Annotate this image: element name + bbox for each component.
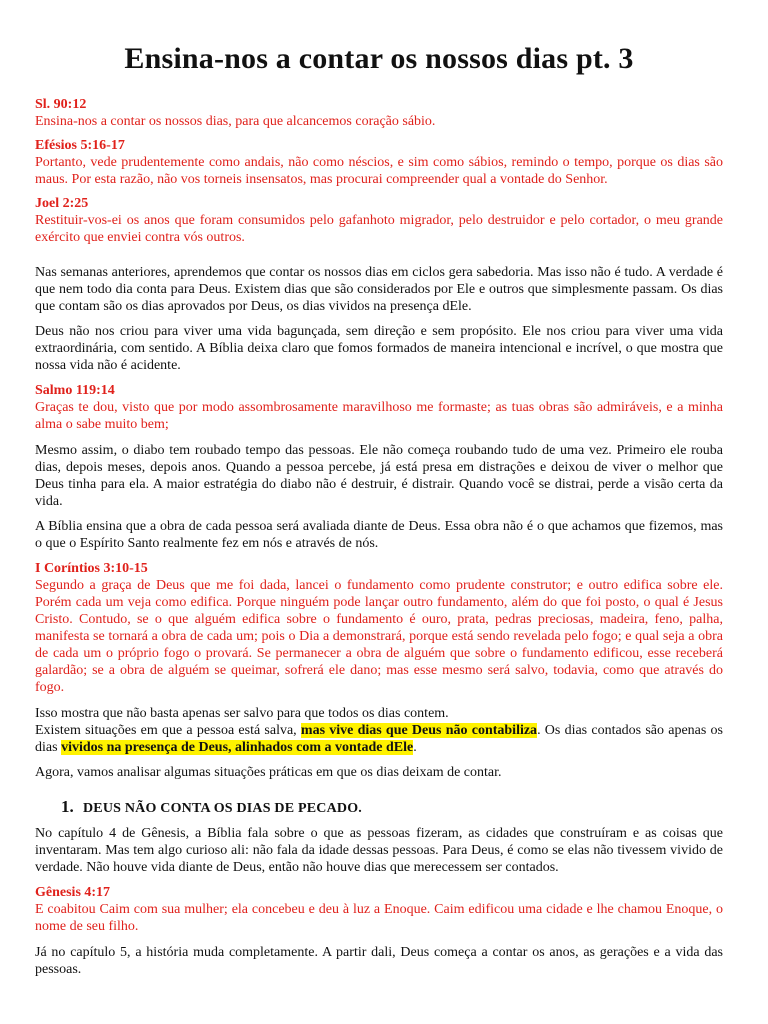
body-paragraph: Agora, vamos analisar algumas situações práticas em que os dias deixam de contar. xyxy=(35,765,502,780)
scripture-block xyxy=(35,195,723,246)
body-paragraph: A Bíblia ensina que a obra de cada pessoa será avaliada diante de Deus. Essa obra não é o que achamos que fizemos, mas o que o Espírito Santo realmente fez em nós e através de nós. xyxy=(35,519,723,551)
body-paragraph: Mesmo assim, o diabo tem roubado tempo das pessoas. Ele não começa roubando tudo de uma vez. Primeiro ele rouba dias, depois meses, depois anos. Quando a pessoa percebe, já está presa em distrações e deixou de viver o melhor que Deus tinha para ela. A maior estratégia do diabo não é destruir, é distrair. Quando você se distrai, perde a visão certa da vida. xyxy=(35,443,723,509)
section-number: 1. xyxy=(61,797,74,816)
body-paragraph: Já no capítulo 5, a história muda completamente. A partir dali, Deus começa a contar os anos, as gerações e a vida das pessoas. xyxy=(35,945,723,977)
highlighted-text: vividos na presença de Deus, alinhados com a vontade dEle xyxy=(61,740,414,755)
scripture-text: Ensina-nos a contar os nossos dias, para que alcancemos coração sábio. xyxy=(35,114,436,129)
section-heading xyxy=(61,797,723,817)
body-paragraph: Deus não nos criou para viver uma vida bagunçada, sem direção e sem propósito. Ele nos criou para viver uma vida extraordinária, com sentido. A Bíblia deixa claro que fomos formados de maneira intencional e incrível, o que mostra que nossa vida não é acidente. xyxy=(35,324,723,373)
section-title: DEUS NÃO CONTA OS DIAS DE PECADO. xyxy=(83,801,362,816)
body-paragraph: No capítulo 4 de Gênesis, a Bíblia fala sobre o que as pessoas fizeram, as cidades que construíram e as coisas que inventaram. Mas tem algo curioso ali: não fala da idade dessas pessoas. Para Deus, é como se elas não tivessem vivido de verdade. Não houve vida diante de Deus, então não houve dias que merecessem ser contados. xyxy=(35,826,723,875)
scripture-ref: Gênesis 4:17 xyxy=(35,885,111,900)
body-paragraph: Nas semanas anteriores, aprendemos que contar os nossos dias em ciclos gera sabedoria. Mas isso não é tudo. A verdade é que nem todo dia conta para Deus. Existem dias que são considerados por Ele e outros que simplesmente passam. Os dias que contam são os dias aprovados por Deus, os dias vividos na presença dEle. xyxy=(35,265,723,314)
page-title: Ensina-nos a contar os nossos dias pt. 3 xyxy=(124,42,634,75)
scripture-ref: Salmo 119:14 xyxy=(35,383,115,398)
scripture-ref: I Coríntios 3:10-15 xyxy=(35,561,148,576)
scripture-text: Portanto, vede prudentemente como andais, não como néscios, e sim como sábios, remindo o tempo, porque os dias são maus. Por esta razão, não vos torneis insensatos, mas procurai compreender qual a vontade do Senhor. xyxy=(35,155,723,187)
text-run: . Os dias contados são apenas os dias xyxy=(35,723,723,755)
scripture-text: Restituir-vos-ei os anos que foram consumidos pelo gafanhoto migrador, pelo destruidor e pelo cortador, o meu grande exército que enviei contra vós outros. xyxy=(35,213,723,245)
text-run: . xyxy=(413,740,417,755)
highlighted-text: mas vive dias que Deus não contabiliza xyxy=(300,723,538,738)
scripture-text: Segundo a graça de Deus que me foi dada, lancei o fundamento como prudente construtor; e outro edifica sobre ele. Porém cada um veja como edifica. Porque ninguém pode lançar outro fundamento, além do que foi posto, o qual é Jesus Cristo. Contudo, se o que alguém edifica sobre o fundamento é ouro, prata, pedras preciosas, madeira, feno, palha, manifesta se tornará a obra de cada um; pois o Dia a demonstrará, porque está sendo revelada pelo fogo; e qual seja a obra de cada um o próprio fogo o provará. Se permanecer a obra de alguém que sobre o fundamento edificou, esse receberá galardão; se a obra de alguém se queimar, sofrerá ele dano; mas esse mesmo será salvo, todavia, como que através do fogo. xyxy=(35,578,723,695)
scripture-text: E coabitou Caim com sua mulher; ela concebeu e deu à luz a Enoque. Caim edificou uma cidade e lhe chamou Enoque, o nome de seu filho. xyxy=(35,902,723,934)
scripture-block xyxy=(35,382,723,433)
scripture-text: Graças te dou, visto que por modo assombrosamente maravilhoso me formaste; as tuas obras são admiráveis, e a minha alma o sabe muito bem; xyxy=(35,400,723,432)
scripture-ref: Sl. 90:12 xyxy=(35,97,87,112)
text-run: Existem situações em que a pessoa está salva, xyxy=(35,723,301,738)
scripture-block xyxy=(35,560,723,696)
body-paragraph: Isso mostra que não basta apenas ser salvo para que todos os dias contem. xyxy=(35,706,449,721)
scripture-block xyxy=(35,137,723,188)
scripture-block xyxy=(35,884,723,935)
scripture-ref: Efésios 5:16-17 xyxy=(35,138,125,153)
scripture-ref: Joel 2:25 xyxy=(35,196,89,211)
scripture-block xyxy=(35,96,723,130)
body-paragraph-highlighted xyxy=(35,722,723,756)
